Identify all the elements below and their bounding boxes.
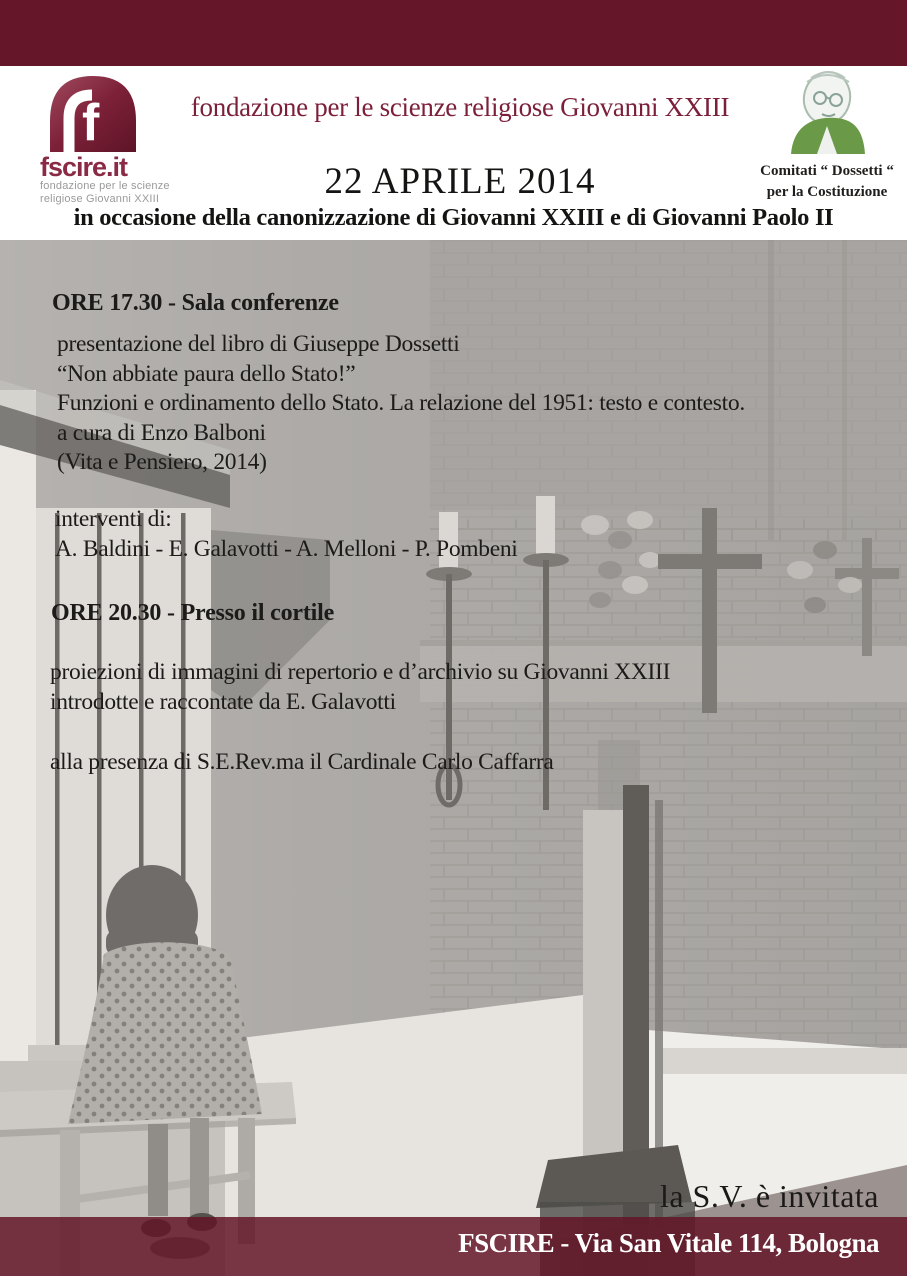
interventi-label: interventi di: xyxy=(55,506,172,532)
session1-heading: ORE 17.30 - Sala conferenze xyxy=(52,290,339,316)
event-subtitle: in occasione della canonizzazione di Giovanni XXIII e di Giovanni Paolo II xyxy=(73,204,834,231)
dossetti-portrait xyxy=(777,70,877,154)
footer-address: FSCIRE - Via San Vitale 114, Bologna xyxy=(458,1228,879,1258)
session2-line: proiezioni di immagini di repertorio e d’archivio su Giovanni XXIII xyxy=(50,659,671,685)
speakers-list: A. Baldini - E. Galavotti - A. Melloni - P. Pombeni xyxy=(55,535,518,562)
session1-line: (Vita e Pensiero, 2014) xyxy=(57,449,267,475)
interventi-block xyxy=(55,505,518,564)
fscire-logo-subline-2: religiose Giovanni XXIII xyxy=(40,193,160,205)
session1-line: Funzioni e ordinamento dello Stato. La relazione del 1951: testo e contesto. xyxy=(57,390,745,416)
top-maroon-bar xyxy=(0,0,907,66)
session2-line: introdotte e raccontate da E. Galavotti xyxy=(50,688,396,715)
session2-heading: ORE 20.30 - Presso il cortile xyxy=(51,600,335,626)
session1-line: a cura di Enzo Balboni xyxy=(57,419,266,446)
session1-line: presentazione del libro di Giuseppe Dossetti xyxy=(57,331,460,357)
committee-block xyxy=(752,70,902,203)
event-date: 22 APRILE 2014 xyxy=(324,161,596,202)
session2-description xyxy=(50,658,670,717)
fscire-brand-text: fscire.it xyxy=(40,152,128,182)
committee-line-2: per la Costituzione xyxy=(766,184,888,200)
fscire-logo-subline-1: fondazione per le scienze xyxy=(40,180,170,192)
committee-line-1: Comitati “ Dossetti “ xyxy=(760,163,894,179)
session1-description xyxy=(57,330,745,478)
invitation-line: la S.V. è invitata xyxy=(659,1178,879,1214)
cardinal-presence-line: alla presenza di S.E.Rev.ma il Cardinale Carlo Caffarra xyxy=(50,749,554,775)
foundation-title: fondazione per le scienze religiose Giovanni XXIII xyxy=(190,92,730,122)
svg-text:f: f xyxy=(82,94,100,152)
session1-line: “Non abbiate paura dello Stato!” xyxy=(57,360,356,387)
